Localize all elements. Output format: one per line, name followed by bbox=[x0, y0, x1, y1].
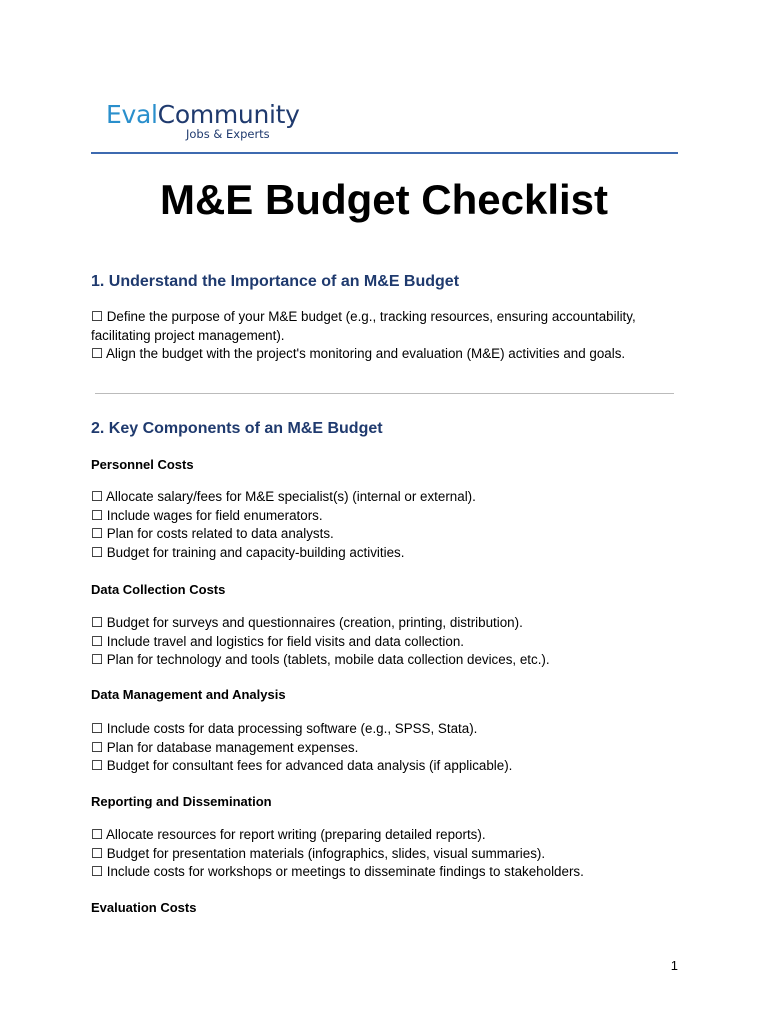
section-1-heading: 1. Understand the Importance of an M&E Budget bbox=[91, 273, 460, 290]
logo-wordmark-community: Community bbox=[157, 100, 300, 129]
page-number: 1 bbox=[670, 958, 678, 973]
subsection-personnel-costs-heading: Personnel Costs bbox=[91, 457, 194, 472]
subsection-evaluation-costs-heading: Evaluation Costs bbox=[91, 900, 197, 915]
checklist-item: ☐ Budget for presentation materials (infographics, slides, visual summaries). bbox=[91, 845, 546, 861]
checklist-item: ☐ Include costs for data processing software (e.g., SPSS, Stata). bbox=[91, 721, 478, 736]
checklist-item: ☐ Budget for consultant fees for advanced data analysis (if applicable). bbox=[91, 758, 513, 773]
logo-wordmark-eval: Eval bbox=[106, 100, 158, 129]
checklist-item: ☐ Plan for technology and tools (tablets, mobile data collection devices, etc.). bbox=[91, 652, 550, 667]
section-1-checklist bbox=[91, 308, 681, 364]
logo-wordmark bbox=[106, 100, 326, 130]
checklist-item: ☐ Plan for costs related to data analysts. bbox=[91, 526, 334, 541]
data-collection-costs-checklist bbox=[91, 614, 681, 670]
checklist-item: ☐ Allocate resources for report writing (preparing detailed reports). bbox=[91, 827, 486, 842]
checklist-item: ☐ Allocate salary/fees for M&E specialist(s) (internal or external). bbox=[91, 489, 476, 504]
checklist-item: ☐ Include wages for field enumerators. bbox=[91, 507, 323, 523]
checklist-item: ☐ Include travel and logistics for field visits and data collection. bbox=[91, 633, 464, 649]
subsection-reporting-heading: Reporting and Dissemination bbox=[91, 794, 272, 809]
section-2-heading: 2. Key Components of an M&E Budget bbox=[91, 420, 383, 437]
checklist-item: ☐ Budget for training and capacity-building activities. bbox=[91, 544, 405, 560]
checklist-item: ☐ Define the purpose of your M&E budget (e.g., tracking resources, ensuring accountability, facilitating project management). bbox=[91, 309, 636, 343]
document-title: M&E Budget Checklist bbox=[159, 176, 609, 223]
personnel-costs-checklist bbox=[91, 488, 681, 562]
subsection-data-collection-costs-heading: Data Collection Costs bbox=[91, 582, 226, 597]
header-rule bbox=[91, 152, 678, 154]
logo-tagline: Jobs & Experts bbox=[186, 127, 270, 141]
checklist-item: ☐ Budget for surveys and questionnaires (creation, printing, distribution). bbox=[91, 615, 523, 630]
checklist-item: ☐ Align the budget with the project's monitoring and evaluation (M&E) activities and goals. bbox=[91, 346, 626, 361]
evalcommunity-logo bbox=[106, 100, 326, 144]
data-management-checklist bbox=[91, 720, 681, 776]
subsection-data-management-heading: Data Management and Analysis bbox=[91, 687, 286, 702]
section-divider bbox=[95, 393, 674, 394]
reporting-checklist bbox=[91, 826, 681, 882]
checklist-item: ☐ Plan for database management expenses. bbox=[91, 739, 359, 755]
checklist-item: ☐ Include costs for workshops or meetings to disseminate findings to stakeholders. bbox=[91, 864, 584, 879]
